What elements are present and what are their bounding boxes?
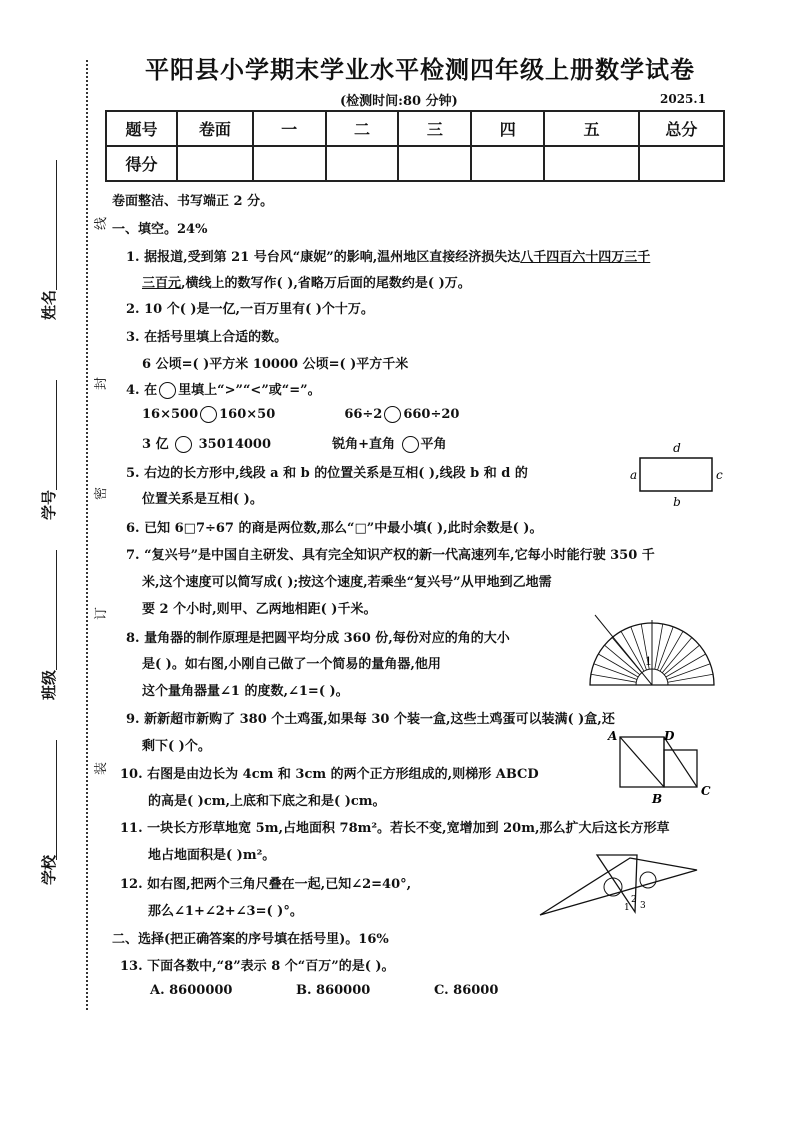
point-c-label: C — [701, 784, 711, 798]
question-1-text-2: ,横线上的数写作( ),省略万后面的尾数约是( )万。 — [181, 276, 471, 291]
question-6: 6. 已知 6□7÷67 的商是两位数,那么“□”中最小填( ),此时余数是( )。 — [126, 521, 543, 536]
question-5-line-2: 位置关系是互相( )。 — [142, 492, 263, 507]
protractor-tick — [666, 654, 706, 677]
score-table-header-row — [106, 111, 724, 146]
rectangle-shape — [640, 458, 712, 491]
ruler-hole-2 — [640, 872, 656, 888]
point-a-label: A — [608, 729, 618, 743]
score-header-cell: 卷面 — [177, 111, 253, 146]
compare-circle-icon[interactable] — [200, 406, 217, 423]
question-3-row: 6 公顷=( )平方米 10000 公顷=( )平方千米 — [142, 357, 409, 372]
option-c: C. 86000 — [434, 983, 499, 998]
name-label: 姓名 — [40, 289, 58, 320]
section-1-heading: 一、填空。24% — [112, 222, 208, 237]
question-13: 13. 下面各数中,“8”表示 8 个“百万”的是( )。 — [120, 959, 395, 974]
question-8-line-1: 8. 量角器的制作原理是把圆平均分成 360 份,每份对应的角的大小 — [126, 631, 510, 646]
rectangle-figure — [625, 440, 725, 512]
diagonal-dc — [664, 737, 697, 787]
rect-label-a: a — [630, 468, 638, 482]
question-7-line-3: 要 2 个小时,则甲、乙两地相距( )千米。 — [142, 602, 377, 617]
question-1-line-2 — [142, 272, 471, 291]
student-id-label: 学号 — [40, 489, 58, 520]
question-4-row-1 — [142, 406, 459, 423]
class-label: 班级 — [40, 669, 58, 700]
question-2: 2. 10 个( )是一亿,一百万里有( )个十万。 — [126, 302, 374, 317]
compare-right: 160×50 — [219, 407, 276, 422]
angle-2-label: 2 — [631, 895, 637, 905]
compare-left: 66÷2 — [344, 407, 383, 422]
protractor-tick — [660, 631, 683, 671]
score-header-cell: 三 — [398, 111, 471, 146]
question-10-line-2: 的高是( )cm,上底和下底之和是( )cm。 — [148, 794, 386, 809]
score-header-cell: 四 — [471, 111, 544, 146]
question-10-line-1: 10. 右图是由边长为 4cm 和 3cm 的两个正方形组成的,则梯形 ABCD — [120, 767, 539, 782]
compare-right: 平角 — [420, 437, 447, 452]
question-3: 3. 在括号里填上合适的数。 — [126, 330, 288, 345]
exam-duration: (检测时间:80 分钟) — [340, 94, 458, 109]
question-4-row-2 — [142, 433, 447, 453]
score-input-cell[interactable] — [326, 146, 399, 181]
binding-mark-xian: 线 — [94, 216, 109, 230]
protractor-tick — [594, 664, 637, 680]
angle-1-label: 1 — [624, 903, 630, 913]
score-header-cell: 总分 — [639, 111, 724, 146]
question-12-line-2: 那么∠1+∠2+∠3=( )°。 — [148, 904, 303, 919]
question-1-underlined-2: 三百元 — [142, 276, 182, 291]
question-4-pre: 4. 在 — [126, 383, 158, 398]
score-input-cell[interactable] — [398, 146, 471, 181]
protractor-figure — [585, 605, 720, 690]
question-11-line-2: 地占地面积是( )m²。 — [148, 848, 276, 863]
question-11-line-1: 11. 一块长方形草地宽 5m,占地面积 78m²。若长不变,宽增加到 20m,那么扩大后这长方形草 — [120, 821, 670, 836]
question-8-line-2: 是( )。如右图,小刚自己做了一个简易的量角器,他用 — [142, 657, 441, 672]
binding-mark-zhuang: 装 — [94, 761, 109, 775]
triangle-rulers-figure — [535, 850, 705, 920]
rect-label-b: b — [673, 495, 681, 509]
score-input-cell[interactable] — [253, 146, 326, 181]
score-row-label: 得分 — [106, 146, 177, 181]
angle-3-label: 3 — [640, 901, 646, 911]
ruler-hole-1 — [604, 878, 622, 896]
score-header-cell: 二 — [326, 111, 399, 146]
exam-title: 平阳县小学期末学业水平检测四年级上册数学试卷 — [145, 56, 695, 84]
score-input-cell[interactable] — [639, 146, 724, 181]
compare-circle-icon[interactable] — [402, 436, 419, 453]
question-5-line-1: 5. 右边的长方形中,线段 a 和 b 的位置关系是互相( ),线段 b 和 d 的 — [126, 466, 528, 481]
question-4 — [126, 379, 321, 399]
score-table-score-row — [106, 146, 724, 181]
compare-circle-icon[interactable] — [175, 436, 192, 453]
question-7-line-1: 7. “复兴号”是中国自主研发、具有完全知识产权的新一代高速列车,它每小时能行驶 350 千 — [126, 548, 655, 563]
neatness-note: 卷面整洁、书写端正 2 分。 — [112, 194, 274, 209]
score-header-cell: 一 — [253, 111, 326, 146]
protractor-tick — [657, 627, 673, 670]
school-line — [56, 740, 57, 860]
binding-mark-feng: 封 — [94, 376, 109, 390]
protractor-tick — [667, 664, 710, 680]
point-b-label: B — [652, 792, 663, 806]
question-7-line-2: 米,这个速度可以简写成( );按这个速度,若乘坐“复兴号”从甲地到乙地需 — [142, 575, 552, 590]
question-4-post: 里填上“>”“<”或“=”。 — [178, 383, 321, 398]
compare-right: 35014000 — [198, 437, 272, 452]
score-table — [105, 110, 725, 182]
point-d-label: D — [664, 729, 675, 743]
binding-mark-mi: 密 — [94, 486, 109, 500]
protractor-tick — [655, 624, 663, 669]
name-line — [56, 160, 57, 290]
rect-label-d: d — [673, 441, 681, 455]
score-header-cell: 题号 — [106, 111, 177, 146]
compare-left: 16×500 — [142, 407, 199, 422]
question-9-line-2: 剩下( )个。 — [142, 739, 211, 754]
score-input-cell[interactable] — [177, 146, 253, 181]
option-a: A. 8600000 — [150, 983, 233, 998]
binding-mark-ding: 订 — [94, 606, 109, 620]
school-label: 学校 — [40, 854, 58, 885]
section-2-heading: 二、选择(把正确答案的序号填在括号里)。16% — [112, 932, 389, 947]
question-9-line-1: 9. 新新超市新购了 380 个土鸡蛋,如果每 30 个装一盒,这些土鸡蛋可以装满( )盒,还 — [126, 712, 615, 727]
class-line — [56, 550, 57, 670]
option-b: B. 860000 — [296, 983, 371, 998]
question-8-line-3: 这个量角器量∠1 的度数,∠1=( )。 — [142, 684, 349, 699]
compare-right: 660÷20 — [403, 407, 460, 422]
score-input-cell[interactable] — [544, 146, 639, 181]
question-1-text: 1. 据报道,受到第 21 号台风“康妮”的影响,温州地区直接经济损失达 — [126, 250, 521, 265]
angle-1-label: 1 — [645, 655, 652, 668]
diagonal-ad — [620, 737, 664, 787]
rect-label-c: c — [716, 468, 723, 482]
compare-circle-icon[interactable] — [384, 406, 401, 423]
protractor-tick — [598, 654, 638, 677]
exam-date: 2025.1 — [660, 92, 706, 106]
protractor-tick — [591, 674, 636, 682]
student-id-line — [56, 380, 57, 490]
small-square — [664, 750, 697, 787]
score-input-cell[interactable] — [471, 146, 544, 181]
compare-left: 锐角+直角 — [332, 437, 395, 452]
question-1-underlined: 八千四百六十四万三千 — [520, 250, 651, 265]
score-header-cell: 五 — [544, 111, 639, 146]
question-12-line-1: 12. 如右图,把两个三角尺叠在一起,已知∠2=40°, — [120, 877, 412, 892]
question-1-line-1 — [126, 246, 650, 265]
compare-circle-icon — [159, 382, 176, 399]
protractor-tick — [668, 674, 713, 682]
binding-strip — [20, 60, 109, 1020]
binding-dotted-line — [86, 60, 88, 1010]
squares-figure — [600, 725, 720, 810]
compare-left: 3 亿 — [142, 437, 169, 452]
